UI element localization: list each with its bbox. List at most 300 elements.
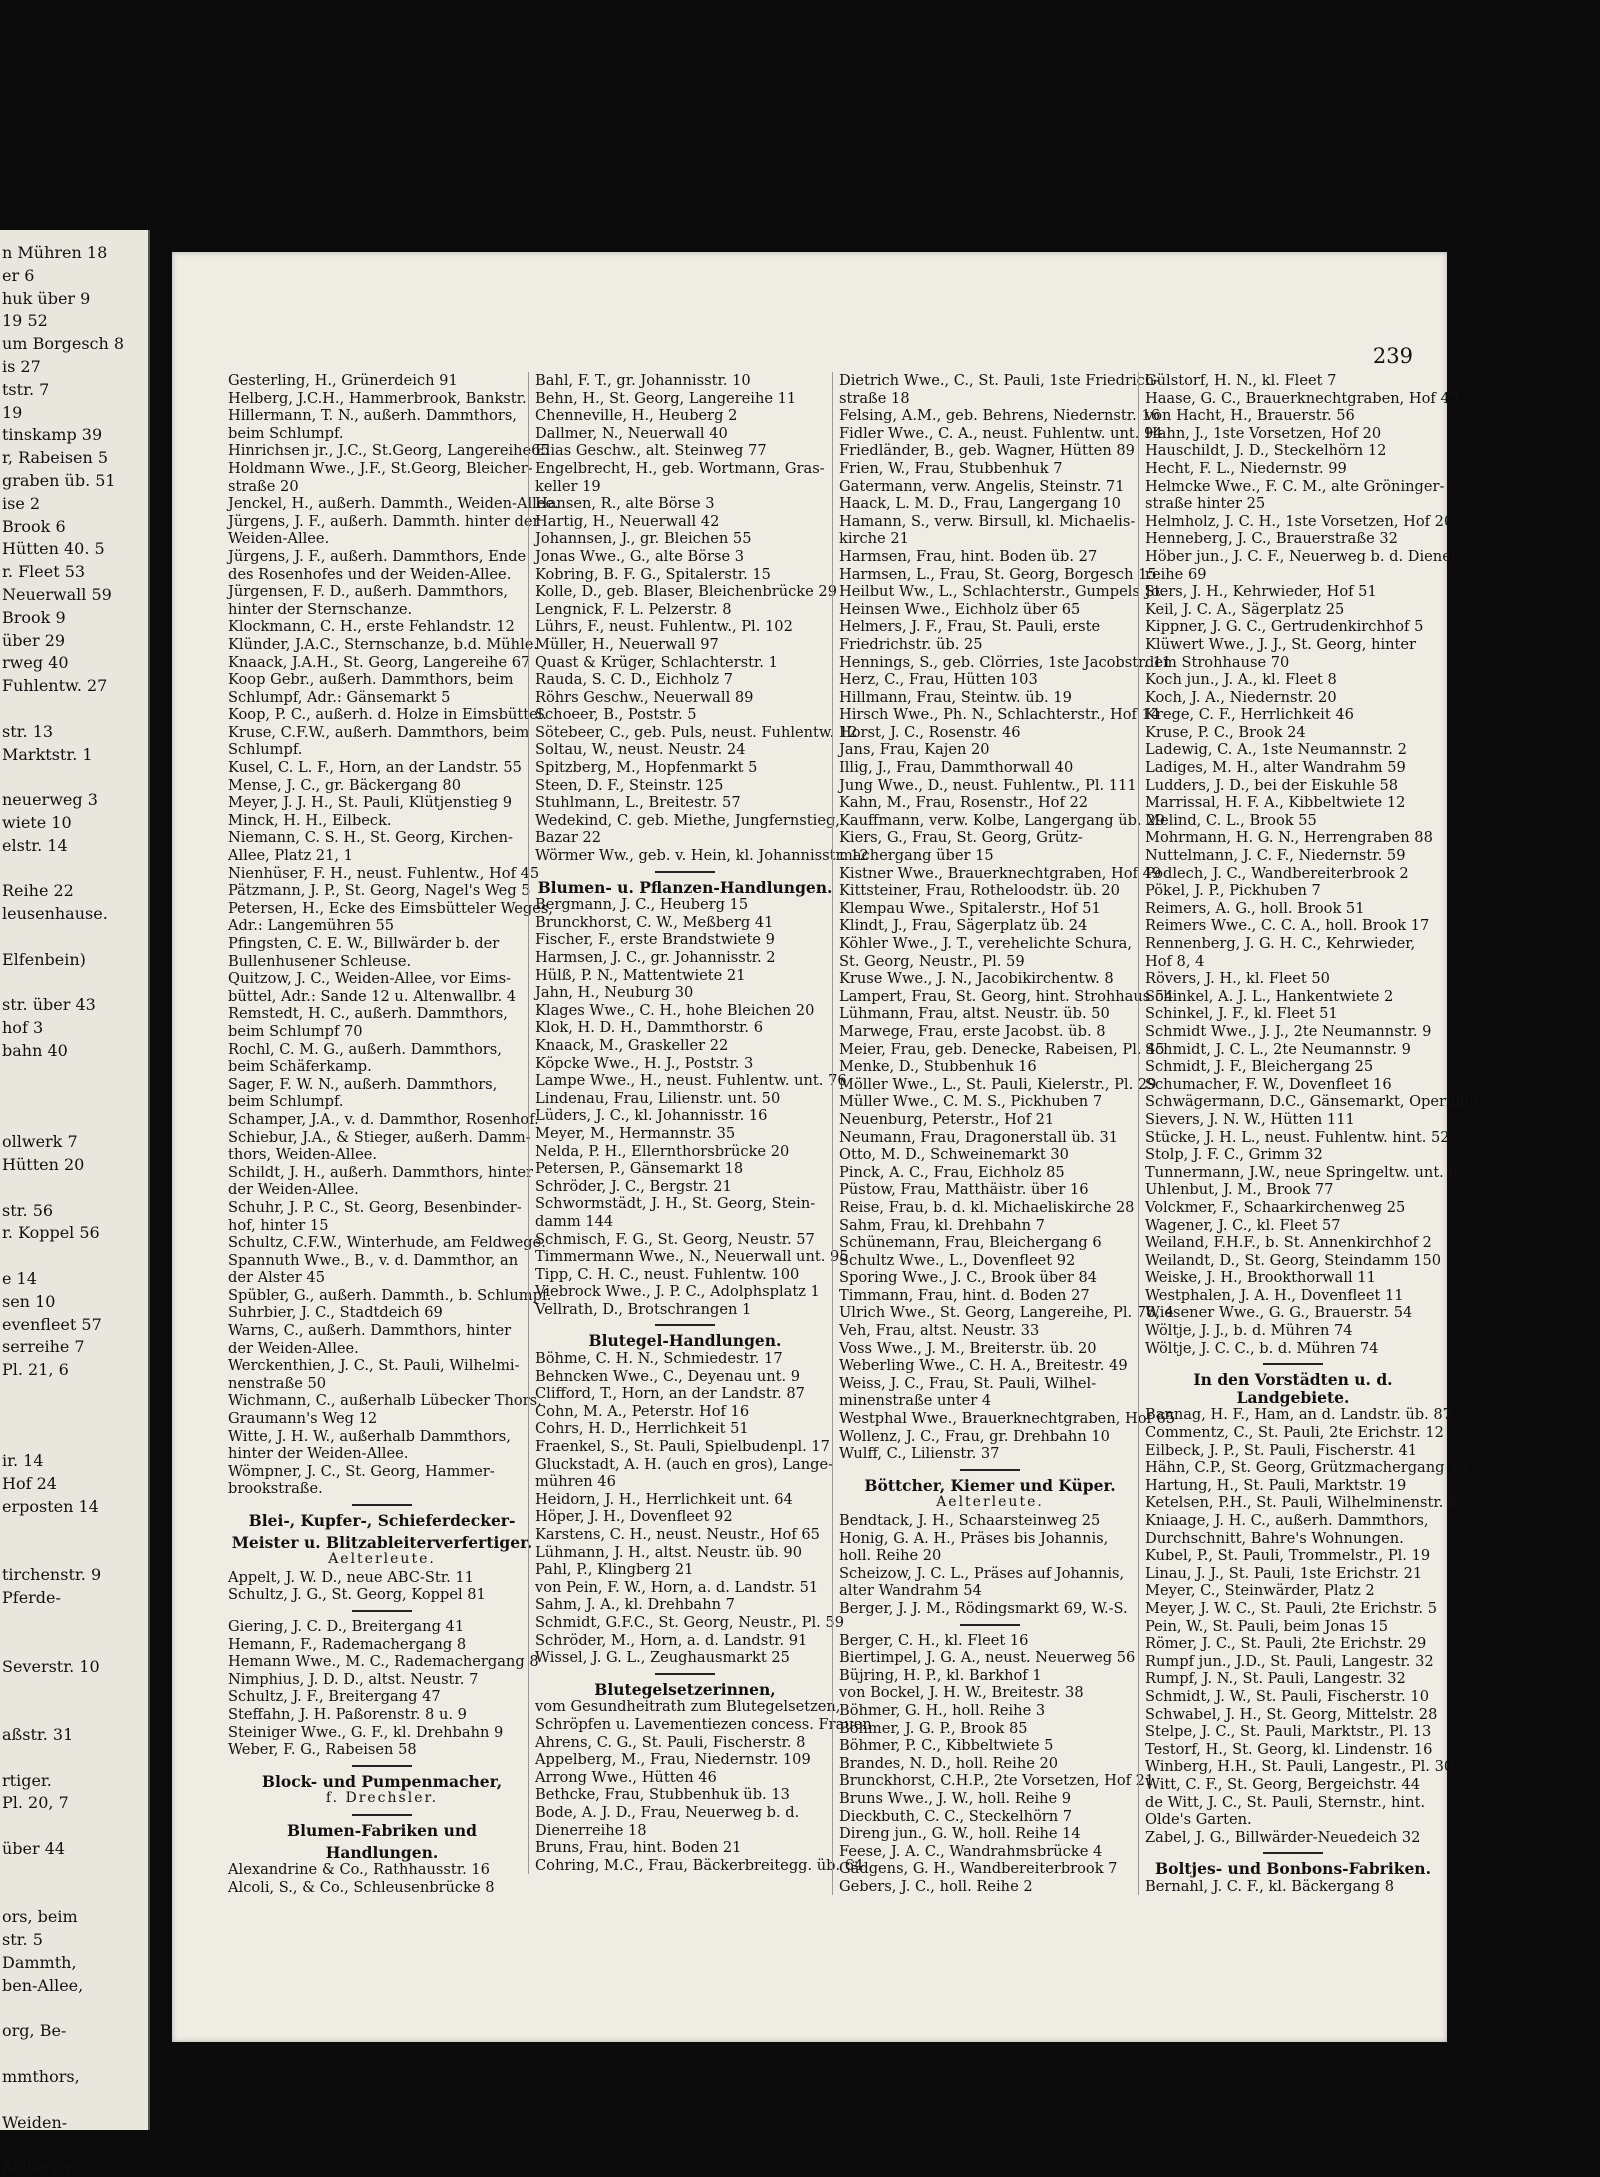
directory-entry-line: Stücke, J. H. L., neust. Fuhlentw. hint. 52	[1145, 1128, 1450, 1146]
directory-entry-line: Brandes, N. D., holl. Reihe 20	[839, 1754, 1059, 1772]
directory-entry-line: Rauda, S. C. D., Eichholz 7	[535, 671, 733, 689]
directory-entry-line: Nimphius, J. D. D., altst. Neustr. 7	[228, 1670, 479, 1688]
directory-entry-line: Jahn, H., Neuburg 30	[535, 984, 694, 1002]
previous-page-line: str. über 43	[2, 995, 96, 1015]
directory-entry-line: Gädgens, G. H., Wandbereiterbrook 7	[839, 1860, 1118, 1878]
directory-entry-line: Hof 8, 4	[1145, 952, 1205, 970]
directory-entry-line: Karstens, C. H., neust. Neustr., Hof 65	[535, 1526, 820, 1543]
directory-entry-line: Uhlenbut, J. M., Brook 77	[1145, 1181, 1334, 1199]
directory-entry-line: Lühmann, Frau, altst. Neustr. üb. 50	[839, 1005, 1110, 1023]
directory-entry-line: Schmidt Wwe., J. J., 2te Neumannstr. 9	[1145, 1022, 1432, 1040]
directory-entry-line: Weberling Wwe., C. H. A., Breitestr. 49	[839, 1357, 1128, 1375]
directory-entry-line: Spannuth Wwe., B., v. d. Dammthor, an	[228, 1251, 519, 1269]
directory-entry-line: Schröder, M., Horn, a. d. Landstr. 91	[535, 1631, 808, 1649]
directory-entry-line: Schmidt, G.F.C., St. Georg, Neustr., Pl. 59	[535, 1613, 844, 1631]
previous-page-line: Pl. 21, 6	[2, 1360, 69, 1380]
directory-entry-line: Rumpf jun., J.D., St. Pauli, Langestr. 32	[1145, 1652, 1434, 1670]
directory-entry-line: Hansen, R., alte Börse 3	[535, 495, 715, 513]
directory-entry-line: Hähn, C.P., St. Georg, Grützmachergang 45	[1145, 1459, 1468, 1477]
directory-entry-line: Römer, J. C., St. Pauli, 2te Erichstr. 29	[1145, 1635, 1427, 1653]
directory-entry-line: Kruse, P. C., Brook 24	[1145, 723, 1306, 741]
directory-entry-line: Neumann, Frau, Dragonerstall üb. 31	[839, 1128, 1119, 1146]
column-1	[228, 372, 559, 1896]
directory-entry-line: Graumann's Weg 12	[228, 1410, 378, 1428]
directory-entry-line: Hartig, H., Neuerwall 42	[535, 512, 720, 530]
section-rule	[1263, 1852, 1323, 1854]
directory-entry-line: Kistner Wwe., Brauerknechtgraben, Hof 49	[839, 864, 1162, 882]
directory-entry-line: Bullenhusener Schleuse.	[228, 952, 412, 970]
directory-entry-line: Jürgens, J. F., außerh. Dammthors, Ende	[228, 547, 527, 565]
directory-entry-line: Weber, F. G., Rabeisen 58	[228, 1741, 417, 1759]
directory-entry-line: Jürgensen, F. D., außerh. Dammthors,	[228, 583, 509, 601]
directory-entry-line: Bernahl, J. C. F., kl. Bäckergang 8	[1145, 1877, 1395, 1895]
directory-entry-line: alter Wandrahm 54	[839, 1582, 982, 1600]
directory-entry-line: Bruns Wwe., J. W., holl. Reihe 9	[839, 1789, 1072, 1807]
directory-entry-line: Schultz, C.F.W., Winterhude, am Feldwege.	[228, 1234, 546, 1252]
directory-entry-line: Haack, L. M. D., Frau, Langergang 10	[839, 495, 1121, 513]
directory-entry-line: Sötebeer, C., geb. Puls, neust. Fuhlentw. 12	[535, 723, 858, 741]
previous-page-line: tinskamp 39	[2, 425, 103, 445]
previous-page-line: n Mühren 18	[2, 243, 108, 262]
directory-entry-line: Westphal Wwe., Brauerknechtgraben, Hof 65	[839, 1410, 1176, 1428]
previous-page-line: r, Rabeisen 5	[2, 448, 109, 468]
previous-page-line: Brook 6	[2, 516, 66, 536]
directory-entry-line: Mohrmann, H. G. N., Herrengraben 88	[1145, 829, 1433, 847]
directory-entry-line: Harmsen, L., Frau, St. Georg, Borgesch 15	[839, 565, 1157, 583]
section-heading: Böttcher, Kiemer und Küper.	[864, 1475, 1116, 1495]
directory-entry-line: Schuhr, J. P. C., St. Georg, Besenbinder-	[228, 1198, 522, 1216]
directory-entry-line: Püstow, Frau, Matthäistr. über 16	[839, 1181, 1089, 1199]
directory-entry-line: Alcoli, S., & Co., Schleusenbrücke 8	[228, 1878, 495, 1896]
directory-entry-line: Kahn, M., Frau, Rosenstr., Hof 22	[839, 794, 1089, 812]
directory-entry-line: Schultz, J. G., St. Georg, Koppel 81	[228, 1586, 486, 1604]
directory-entry-line: Minck, H. H., Eilbeck.	[228, 811, 392, 829]
directory-entry-line: Kippner, J. G. C., Gertrudenkirchhof 5	[1145, 618, 1424, 636]
directory-entry-line: Vellrath, D., Brotschrangen 1	[535, 1300, 752, 1318]
previous-page-line: sen 10	[2, 1291, 56, 1311]
directory-entry-line: Kruse Wwe., J. N., Jacobikirchentw. 8	[839, 970, 1114, 988]
directory-entry-line: Tunnermann, J.W., neue Springeltw. unt. 8	[1145, 1163, 1458, 1181]
directory-entry-line: Zabel, J. G., Billwärder-Neuedeich 32	[1145, 1828, 1421, 1846]
directory-entry-line: Heinsen Wwe., Eichholz über 65	[839, 600, 1081, 618]
directory-entry-line: mühren 46	[535, 1473, 616, 1491]
directory-entry-line: kirche 21	[839, 530, 909, 548]
section-heading: Blutegelsetzerinnen,	[594, 1679, 776, 1699]
directory-entry-line: Jürgens, J. F., außerh. Dammth. hinter der	[228, 512, 540, 530]
directory-entry-line: Felsing, A.M., geb. Behrens, Niedernstr. 16	[839, 407, 1160, 425]
section-rule	[960, 1624, 1020, 1626]
directory-entry-line: Hahn, J., 1ste Vorsetzen, Hof 20	[1145, 424, 1382, 442]
directory-entry-line: Kauffmann, verw. Kolbe, Langergang üb. 29	[839, 811, 1165, 829]
previous-page-line: mmthors,	[2, 2067, 80, 2086]
directory-entry-line: Meyer, C., Steinwärder, Platz 2	[1145, 1582, 1375, 1600]
directory-entry-line: Quast & Krüger, Schlachterstr. 1	[535, 653, 778, 671]
directory-entry-line: Wissel, J. G. L., Zeughausmarkt 25	[535, 1649, 790, 1667]
section-rule	[352, 1765, 412, 1767]
directory-entry-line: von Pein, F. W., Horn, a. d. Landstr. 51	[535, 1578, 819, 1596]
directory-entry-line: Weiss, J. C., Frau, St. Pauli, Wilhel-	[839, 1374, 1097, 1392]
previous-page-line: bahn 40	[2, 1041, 68, 1060]
directory-entry-line: Linau, J. J., St. Pauli, 1ste Erichstr. 21	[1145, 1564, 1423, 1582]
previous-page-line: graben üb. 51	[2, 471, 116, 490]
previous-page-line: erposten 14	[2, 1497, 99, 1516]
directory-entry-line: Schiebur, J.A., & Stieger, außerh. Damm-	[228, 1128, 531, 1146]
directory-entry-line: Lampe Wwe., H., neust. Fuhlentw. unt. 76	[535, 1072, 847, 1090]
directory-entry-line: Johannsen, J., gr. Bleichen 55	[535, 530, 752, 548]
directory-entry-line: Fidler Wwe., C. A., neust. Fuhlentw. unt. 94	[839, 424, 1163, 442]
directory-entry-line: Sievers, J. N. W., Hütten 111	[1145, 1110, 1355, 1128]
directory-entry-line: Schumacher, F. W., Dovenfleet 16	[1145, 1075, 1392, 1093]
section-rule	[1263, 1363, 1323, 1365]
directory-entry-line: Stolp, J. F. C., Grimm 32	[1145, 1146, 1323, 1164]
directory-entry-line: Spübler, G., außerh. Dammth., b. Schlumpf.	[228, 1286, 552, 1304]
directory-entry-line: Chenneville, H., Heuberg 2	[535, 407, 738, 425]
directory-entry-line: dem Strohhause 70	[1145, 653, 1290, 671]
previous-page-line: Fuhlentw. 27	[2, 676, 108, 696]
directory-entry-line: hinter der Sternschanze.	[228, 600, 413, 618]
directory-entry-line: Henneberg, J. C., Brauerstraße 32	[1145, 530, 1398, 548]
directory-entry-line: Alexandrine & Co., Rathhausstr. 16	[228, 1861, 490, 1879]
directory-entry-line: Heidorn, J. H., Herrlichkeit unt. 64	[535, 1490, 793, 1508]
directory-entry-line: Schinkel, J. F., kl. Fleet 51	[1145, 1005, 1338, 1023]
directory-entry-line: Lampert, Frau, St. Georg, hint. Strohhaus 54	[839, 987, 1174, 1005]
directory-entry-line: St. Georg, Neustr., Pl. 59	[839, 952, 1025, 970]
directory-entry-line: Klempau Wwe., Spitalerstr., Hof 51	[839, 899, 1101, 917]
directory-entry-line: Ladewig, C. A., 1ste Neumannstr. 2	[1145, 741, 1407, 759]
directory-entry-line: beim Schlumpf 70	[228, 1022, 363, 1040]
directory-entry-line: Pinck, A. C., Frau, Eichholz 85	[839, 1163, 1065, 1181]
previous-page-line: leusenhause.	[2, 904, 108, 924]
previous-page-line: ir. 14	[2, 1451, 44, 1471]
directory-entry-line: Stuhlmann, L., Breitestr. 57	[535, 794, 741, 812]
directory-entry-line: Witte, J. H. W., außerhalb Dammthors,	[228, 1427, 511, 1445]
directory-entry-line: Hecht, F. L., Niedernstr. 99	[1145, 459, 1347, 477]
directory-entry-line: Pein, W., St. Pauli, beim Jonas 15	[1145, 1617, 1389, 1635]
previous-page-line: r. Fleet 53	[2, 562, 86, 582]
directory-entry-line: Pökel, J. P., Pickhuben 7	[1145, 882, 1321, 900]
previous-page-line: Neuerwall 59	[2, 585, 112, 604]
directory-entry-line: Schünemann, Frau, Bleichergang 6	[839, 1234, 1102, 1252]
directory-entry-line: keller 19	[535, 477, 601, 495]
directory-entry-line: Jung Wwe., D., neust. Fuhlentw., Pl. 111	[839, 776, 1137, 794]
directory-entry-line: Voss Wwe., J. M., Breiterstr. üb. 20	[839, 1339, 1097, 1357]
previous-page-line: Marktstr. 1	[2, 744, 93, 764]
directory-entry-line: Gesterling, H., Grünerdeich 91	[228, 372, 458, 389]
directory-entry-line: Brunckhorst, C. W., Meßberg 41	[535, 913, 774, 931]
directory-entry-line: Illig, J., Frau, Dammthorwall 40	[839, 759, 1074, 777]
directory-page	[172, 252, 1480, 2042]
directory-entry-line: Wörmer Ww., geb. v. Hein, kl. Johannisstr. 12	[535, 847, 869, 865]
section-rule	[352, 1610, 412, 1612]
section-heading: Blutegel-Handlungen.	[588, 1331, 782, 1351]
previous-page-line: neuerweg 3	[2, 790, 98, 810]
directory-entry-line: Bergmann, J. C., Heuberg 15	[535, 896, 749, 914]
directory-entry-line: Commentz, C., St. Pauli, 2te Erichstr. 12	[1145, 1424, 1444, 1442]
directory-entry-line: Gülstorf, H. N., kl. Fleet 7	[1145, 372, 1337, 389]
directory-entry-line: Schlumpf, Adr.: Gänsemarkt 5	[228, 688, 451, 706]
column-2	[528, 372, 872, 1874]
previous-page-line: tirchenstr. 9	[2, 1565, 102, 1585]
previous-page-line: org, Be-	[2, 2021, 67, 2041]
directory-entry-line: Cohring, M.C., Frau, Bäckerbreitegg. üb. 64	[535, 1856, 864, 1874]
directory-entry-line: Kolle, D., geb. Blaser, Bleichenbrücke 29	[535, 583, 837, 601]
directory-entry-line: Appelt, J. W. D., neue ABC-Str. 11	[228, 1568, 474, 1586]
directory-entry-line: Bazar 22	[535, 829, 601, 847]
section-rule	[960, 1469, 1020, 1471]
directory-entry-line: Knaack, M., Graskeller 22	[535, 1036, 729, 1054]
directory-entry-line: der Weiden-Allee.	[228, 1181, 359, 1199]
previous-page-line: hof 3	[2, 1018, 44, 1038]
directory-entry-line: Lindenau, Frau, Lilienstr. unt. 50	[535, 1089, 781, 1107]
directory-entry-line: Schwormstädt, J. H., St. Georg, Stein-	[535, 1195, 816, 1213]
directory-entry-line: Rövers, J. H., kl. Fleet 50	[1145, 970, 1330, 988]
directory-entry-line: Ketelsen, P.H., St. Pauli, Wilhelminenstr. 8	[1145, 1494, 1458, 1512]
directory-entry-line: Schmisch, F. G., St. Georg, Neustr. 57	[535, 1230, 815, 1248]
directory-entry-line: Höper, J. H., Dovenfleet 92	[535, 1508, 733, 1526]
directory-entry-line: beim Schlumpf.	[228, 424, 344, 442]
directory-entry-line: Dallmer, N., Neuerwall 40	[535, 424, 728, 442]
previous-page-line: elstr. 14	[2, 835, 68, 855]
directory-entry-line: des Rosenhofes und der Weiden-Allee.	[228, 565, 512, 583]
directory-entry-line: Wichmann, C., außerhalb Lübecker Thors,	[228, 1392, 542, 1410]
directory-entry-line: Werckenthien, J. C., St. Pauli, Wilhelmi-	[228, 1357, 520, 1375]
directory-entry-line: Bannag, H. F., Ham, an d. Landstr. üb. 87	[1145, 1406, 1452, 1424]
directory-entry-line: Schlumpf.	[228, 741, 303, 759]
directory-entry-line: Hennings, S., geb. Clörries, 1ste Jacobstr. 11	[839, 653, 1172, 671]
previous-page-line: Hütten 20	[2, 1155, 85, 1174]
directory-entry-line: Meyer, J. J. H., St. Pauli, Klütjenstieg 9	[228, 794, 513, 812]
directory-entry-line: Pfingsten, C. E. W., Billwärder b. der	[228, 935, 500, 952]
section-rule	[352, 1814, 412, 1816]
previous-page-line: ors, beim	[2, 1907, 78, 1927]
directory-entry-line: Suhrbier, J. C., Stadtdeich 69	[228, 1304, 443, 1322]
section-heading: Meister u. Blitzableiterverfertiger.	[231, 1532, 533, 1552]
directory-entry-line: Jans, Frau, Kajen 20	[839, 741, 990, 759]
directory-entry-line: hinter der Weiden-Allee.	[228, 1445, 409, 1463]
directory-entry-line: Kruse, C.F.W., außerh. Dammthors, beim	[228, 723, 530, 741]
directory-entry-line: Niemann, C. S. H., St. Georg, Kirchen-	[228, 829, 513, 847]
directory-entry-line: Schoeer, B., Poststr. 5	[535, 706, 697, 724]
directory-entry-line: vom Gesundheitrath zum Blutegelsetzen,	[535, 1698, 841, 1716]
directory-entry-line: Büjring, H. P., kl. Barkhof 1	[839, 1666, 1042, 1684]
directory-entry-line: Otto, M. D., Schweinemarkt 30	[839, 1146, 1069, 1164]
directory-entry-line: Helberg, J.C.H., Hammerbrook, Bankstr.	[228, 389, 527, 407]
directory-entry-line: Weiske, J. H., Brookthorwall 11	[1145, 1269, 1376, 1287]
section-heading: Blei-, Kupfer-, Schieferdecker-	[248, 1511, 516, 1530]
section-subheading: Aelterleute.	[936, 1494, 1044, 1511]
directory-entry-line: Lengnick, F. L. Pelzerstr. 8	[535, 600, 732, 618]
directory-entry-line: Bruns, Frau, hint. Boden 21	[535, 1839, 742, 1857]
directory-entry-line: Ulrich Wwe., St. Georg, Langereihe, Pl. 78, 4	[839, 1304, 1174, 1322]
directory-entry-line: Cohn, M. A., Peterstr. Hof 16	[535, 1402, 750, 1420]
section-rule	[655, 871, 715, 873]
directory-entry-line: Soltau, W., neust. Neustr. 24	[535, 741, 746, 759]
directory-entry-line: Engelbrecht, H., geb. Wortmann, Gras-	[535, 459, 825, 477]
directory-entry-line: straße 20	[228, 477, 299, 495]
directory-entry-line: Witt, C. F., St. Georg, Bergeichstr. 44	[1145, 1775, 1421, 1793]
previous-page-line: str. 13	[2, 721, 54, 741]
directory-entry-line: Möller Wwe., L., St. Pauli, Kielerstr., Pl. 29	[839, 1075, 1157, 1093]
directory-entry-line: Klages Wwe., C. H., hohe Bleichen 20	[535, 1001, 815, 1019]
directory-entry-line: Wedekind, C. geb. Miethe, Jungfernstieg,	[535, 811, 840, 829]
previous-page-line: is 27	[2, 357, 41, 376]
previous-page-line: str. 5	[2, 1930, 43, 1950]
directory-entry-line: Marwege, Frau, erste Jacobst. üb. 8	[839, 1022, 1106, 1040]
directory-entry-line: Rochl, C. M. G., außerh. Dammthors,	[228, 1040, 502, 1058]
directory-entry-line: Kittsteiner, Frau, Rotheloodstr. üb. 20	[839, 882, 1120, 900]
directory-entry-line: brookstraße.	[228, 1480, 323, 1498]
directory-entry-line: Elias Geschw., alt. Steinweg 77	[535, 442, 767, 460]
section-subheading: f. Drechsler.	[325, 1790, 439, 1807]
section-rule	[352, 1504, 412, 1506]
directory-entry-line: Krege, C. F., Herrlichkeit 46	[1145, 706, 1354, 724]
directory-entry-line: Timmann, Frau, hint. d. Boden 27	[839, 1286, 1090, 1304]
directory-entry-line: Joers, J. H., Kehrwieder, Hof 51	[1145, 583, 1377, 601]
directory-entry-line: Adr.: Langemühren 55	[228, 917, 395, 935]
directory-entry-line: Wöltje, J. J., b. d. Mühren 74	[1145, 1322, 1353, 1340]
directory-entry-line: Feese, J. A. C., Wandrahmsbrücke 4	[839, 1842, 1103, 1860]
directory-entry-line: Schultz, J. F., Breitergang 47	[228, 1688, 441, 1706]
previous-page-line: 19	[2, 402, 23, 422]
directory-entry-line: Stelpe, J. C., St. Pauli, Marktstr., Pl. 13	[1145, 1723, 1432, 1741]
previous-page-line: wiete 10	[2, 813, 72, 832]
directory-entry-line: Lührs, F., neust. Fuhlentw., Pl. 102	[535, 618, 793, 636]
directory-entry-line: Klockmann, C. H., erste Fehlandstr. 12	[228, 618, 515, 636]
previous-page-line: str. 56	[2, 1200, 54, 1220]
directory-entry-line: Biertimpel, J. G. A., neust. Neuerweg 56	[839, 1649, 1136, 1667]
directory-entry-line: Weiden-Allee.	[228, 530, 330, 548]
directory-entry-line: Heilbut Ww., L., Schlachterstr., Gumpels St.	[839, 583, 1166, 601]
directory-entry-line: Podlech, J. C., Wandbereiterbrook 2	[1145, 864, 1409, 882]
directory-entry-line: Lühmann, J. H., altst. Neustr. üb. 90	[535, 1543, 803, 1561]
previous-page-line: über 44	[2, 1839, 66, 1858]
directory-entry-line: hof, hinter 15	[228, 1216, 329, 1234]
directory-entry-line: Bahl, F. T., gr. Johannisstr. 10	[535, 372, 751, 389]
directory-entry-line: Hirsch Wwe., Ph. N., Schlachterstr., Hof 14	[839, 706, 1161, 724]
directory-entry-line: Schmidt, J. F., Bleichergang 25	[1145, 1058, 1374, 1076]
previous-page-line: Reihe 22	[2, 881, 74, 901]
directory-entry-line: Wömpner, J. C., St. Georg, Hammer-	[228, 1462, 495, 1480]
directory-entry-line: Steiniger Wwe., G. F., kl. Drehbahn 9	[228, 1723, 504, 1741]
directory-entry-line: Helmcke Wwe., F. C. M., alte Gröninger-	[1145, 477, 1445, 495]
directory-entry-line: Müller Wwe., C. M. S., Pickhuben 7	[839, 1093, 1103, 1111]
directory-entry-line: von Bockel, J. H. W., Breitestr. 38	[839, 1684, 1084, 1702]
directory-entry-line: Knaack, J.A.H., St. Georg, Langereihe 67	[228, 653, 531, 671]
directory-entry-line: Kiers, G., Frau, St. Georg, Grütz-	[839, 829, 1083, 847]
directory-entry-line: Schultz Wwe., L., Dovenfleet 92	[839, 1251, 1076, 1269]
directory-entry-line: Marrissal, H. F. A., Kibbeltwiete 12	[1145, 794, 1406, 812]
directory-entry-line: beim Schlumpf.	[228, 1093, 344, 1111]
directory-entry-line: holl. Reihe 20	[839, 1547, 942, 1565]
directory-entry-line: Mense, J. C., gr. Bäckergang 80	[228, 776, 461, 794]
directory-entry-line: Sahm, J. A., kl. Drehbahn 7	[535, 1596, 735, 1614]
directory-entry-line: thors, Weiden-Allee.	[228, 1146, 378, 1164]
directory-entry-line: Jonas Wwe., G., alte Börse 3	[535, 547, 745, 565]
directory-entry-line: Kubel, P., St. Pauli, Trommelstr., Pl. 19	[1145, 1547, 1431, 1565]
directory-entry-line: Hemann Wwe., M. C., Rademachergang 8	[228, 1653, 539, 1671]
directory-entry-line: Harmsen, Frau, hint. Boden üb. 27	[839, 547, 1098, 565]
directory-entry-line: Quitzow, J. C., Weiden-Allee, vor Eims-	[228, 970, 512, 988]
directory-entry-line: Friedrichstr. üb. 25	[839, 635, 983, 653]
directory-entry-line: Klok, H. D. H., Dammthorstr. 6	[535, 1019, 763, 1037]
directory-entry-line: minenstraße unter 4	[839, 1392, 992, 1410]
previous-page-line: tstr. 7	[2, 379, 50, 399]
previous-page-line: ben-Allee,	[2, 1975, 84, 1995]
directory-entry-line: Holdmann Wwe., J.F., St.Georg, Bleicher-	[228, 459, 533, 477]
directory-entry-line: Durchschnitt, Bahre's Wohnungen.	[1145, 1529, 1404, 1547]
directory-entry-line: Brunckhorst, C.H.P., 2te Vorsetzen, Hof 21	[839, 1772, 1155, 1790]
directory-entry-line: Hauschildt, J. D., Steckelhörn 12	[1145, 442, 1387, 460]
directory-entry-line: Winberg, H.H., St. Pauli, Langestr., Pl. 30	[1145, 1758, 1454, 1776]
section-rule	[655, 1673, 715, 1675]
previous-page-line: Dammth,	[2, 1953, 77, 1972]
directory-entry-line: Ahrens, C. G., St. Pauli, Fischerstr. 8	[535, 1733, 806, 1751]
directory-entry-line: Schildt, J. H., außerh. Dammthors, hinter	[228, 1163, 533, 1181]
previous-page-line: aßstr. 31	[2, 1725, 74, 1744]
directory-entry-line: Meier, Frau, geb. Denecke, Rabeisen, Pl. 45	[839, 1040, 1165, 1058]
directory-entry-line: Viebrock Wwe., J. P. C., Adolphsplatz 1	[535, 1283, 820, 1301]
directory-entry-line: Fraenkel, S., St. Pauli, Spielbudenpl. 17	[535, 1438, 830, 1456]
directory-entry-line: Koch, J. A., Niedernstr. 20	[1145, 688, 1337, 706]
directory-entry-line: Honig, G. A. H., Präses bis Johannis,	[839, 1529, 1109, 1547]
directory-entry-line: Arrong Wwe., Hütten 46	[535, 1768, 717, 1786]
previous-page-line: Hof 24	[2, 1474, 57, 1494]
directory-entry-line: Appelberg, M., Frau, Niedernstr. 109	[535, 1751, 811, 1769]
previous-page-line: rtiger.	[2, 1770, 52, 1790]
directory-entry-line: Koch jun., J. A., kl. Fleet 8	[1145, 671, 1337, 689]
directory-entry-line: Berger, C. H., kl. Fleet 16	[839, 1631, 1029, 1649]
directory-entry-line: Bode, A. J. D., Frau, Neuerweg b. d.	[535, 1803, 800, 1821]
directory-entry-line: Testorf, H., St. Georg, kl. Lindenstr. 16	[1145, 1740, 1433, 1758]
directory-entry-line: Nelda, P. H., Ellernthorsbrücke 20	[535, 1142, 790, 1160]
directory-entry-line: Reimers, A. G., holl. Brook 51	[1145, 899, 1365, 917]
directory-entry-line: Hemann, F., Rademachergang 8	[228, 1635, 467, 1653]
directory-entry-line: Warns, C., außerh. Dammthors, hinter	[228, 1322, 512, 1340]
previous-page-line: Elfenbein)	[2, 949, 86, 969]
section-rule	[655, 1324, 715, 1326]
directory-entry-line: Klünder, J.A.C., Sternschanze, b.d. Mühle.	[228, 635, 539, 653]
directory-entry-line: Menke, D., Stubbenhuk 16	[839, 1058, 1037, 1076]
previous-page-line: Weiden-	[2, 2112, 68, 2132]
section-heading: Boltjes- und Bonbons-Fabriken.	[1155, 1859, 1431, 1879]
directory-entry-line: beim Schäferkamp.	[228, 1058, 372, 1076]
directory-entry-line: Behn, H., St. Georg, Langereihe 11	[535, 389, 797, 407]
directory-entry-line: Nuttelmann, J. C. F., Niedernstr. 59	[1145, 847, 1406, 865]
previous-page-line: Severstr. 10	[2, 1656, 100, 1676]
directory-entry-line: Dieckbuth, C. C., Steckelhörn 7	[839, 1807, 1073, 1825]
previous-page-line: ise 2	[2, 493, 41, 513]
previous-page-line: evenfleet 57	[2, 1314, 102, 1334]
directory-entry-line: Müller, H., Neuerwall 97	[535, 635, 719, 653]
directory-entry-line: Lüders, J. C., kl. Johannisstr. 16	[535, 1107, 768, 1125]
directory-entry-line: Eilbeck, J. P., St. Pauli, Fischerstr. 41	[1145, 1441, 1418, 1459]
directory-entry-line: Helmholz, J. C. H., 1ste Vorsetzen, Hof 20	[1145, 512, 1454, 530]
directory-entry-line: Schinkel, A. J. L., Hankentwiete 2	[1145, 987, 1394, 1005]
directory-entry-line: Allee, Platz 21, 1	[228, 847, 353, 865]
directory-entry-line: Klüwert Wwe., J. J., St. Georg, hinter	[1145, 635, 1417, 653]
directory-entry-line: Kobring, B. F. G., Spitalerstr. 15	[535, 565, 771, 583]
previous-page-line: Pl. 20, 7	[2, 1793, 69, 1813]
directory-entry-line: Meyer, J. W. C., St. Pauli, 2te Erichstr. 5	[1145, 1599, 1437, 1617]
directory-entry-line: Koop, P. C., außerh. d. Holze in Eimsbüttel.	[228, 706, 548, 724]
directory-entry-line: Fischer, F., erste Brandstwiete 9	[535, 931, 775, 949]
directory-entry-line: Spitzberg, M., Hopfenmarkt 5	[535, 759, 758, 777]
directory-entry-line: Westphalen, J. A. H., Dovenfleet 11	[1145, 1286, 1404, 1304]
directory-entry-line: Wöltje, J. C. C., b. d. Mühren 74	[1145, 1339, 1379, 1357]
directory-entry-line: machergang über 15	[839, 847, 994, 865]
directory-entry-line: Olde's Garten.	[1145, 1811, 1252, 1829]
directory-entry-line: Pätzmann, J. P., St. Georg, Nagel's Weg 5	[228, 882, 531, 900]
